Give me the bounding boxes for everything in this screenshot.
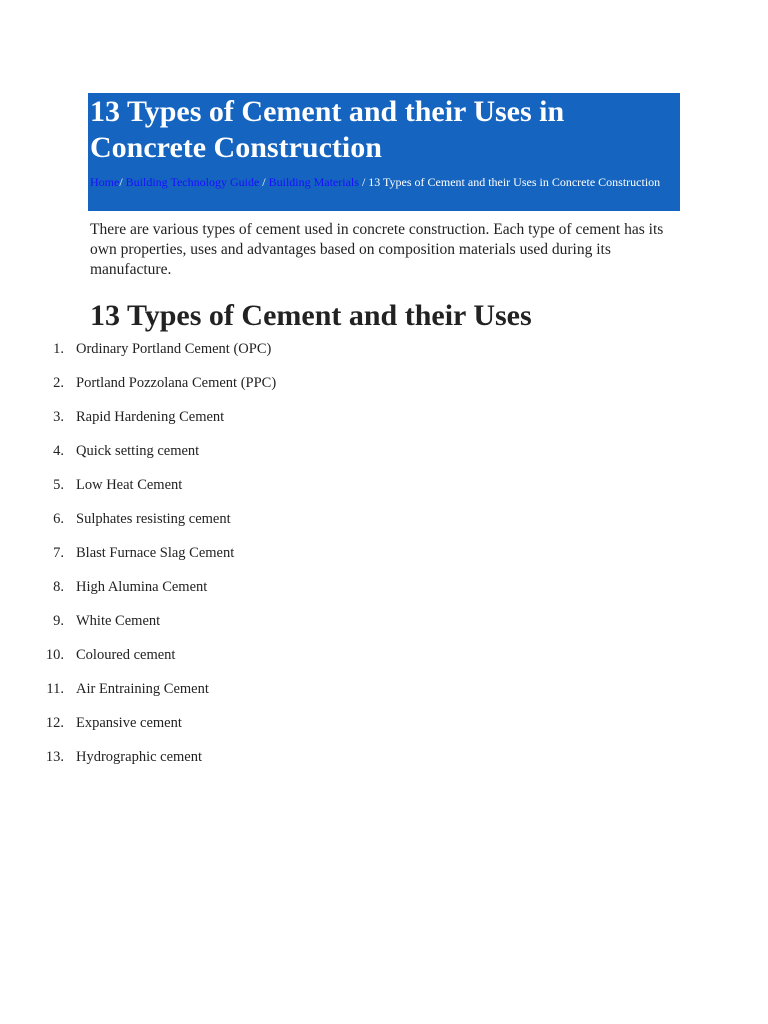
list-item-label: Rapid Hardening Cement — [76, 409, 225, 425]
breadcrumb-separator: / — [259, 175, 269, 189]
breadcrumb-materials-link[interactable]: Building Materials — [268, 175, 359, 189]
page-title: 13 Types of Cement and their Uses in Concrete Construction — [90, 95, 565, 164]
list-item-number: 10. — [45, 647, 64, 663]
section-heading: 13 Types of Cement and their Uses — [90, 299, 532, 332]
list-item-label: Portland Pozzolana Cement (PPC) — [76, 375, 277, 391]
list-item-label: Ordinary Portland Cement (OPC) — [76, 341, 272, 357]
list-item-number: 12. — [45, 715, 64, 731]
list-item-number: 5. — [53, 477, 64, 493]
list-item-number: 1. — [53, 341, 64, 357]
list-item-number: 2. — [53, 375, 64, 391]
list-item-number: 13. — [45, 749, 64, 765]
list-item-label: Expansive cement — [76, 715, 182, 731]
list-item-number: 7. — [53, 545, 64, 561]
breadcrumb — [90, 171, 678, 193]
breadcrumb-current: / 13 Types of Cement and their Uses in Concrete Construction — [358, 175, 661, 189]
list-item-number: 11. — [46, 681, 64, 697]
intro-paragraph: There are various types of cement used in concrete construction. Each type of cement has its own properties, uses and advantages based on composition materials used during its manufacture. — [90, 221, 664, 278]
list-item-label: Hydrographic cement — [76, 749, 203, 765]
list-item-number: 4. — [53, 443, 64, 459]
list-item-number: 3. — [53, 409, 64, 425]
list-item-label: Coloured cement — [76, 647, 176, 663]
breadcrumb-separator: / — [119, 175, 126, 189]
breadcrumb-guide-link[interactable]: Building Technology Guide — [125, 175, 260, 189]
list-item-label: Air Entraining Cement — [76, 681, 209, 697]
breadcrumb-home-link[interactable]: Home — [90, 175, 120, 189]
list-item-label: Low Heat Cement — [76, 477, 183, 493]
list-item-number: 6. — [53, 511, 64, 527]
list-item-number: 8. — [53, 579, 64, 595]
list-item-label: Sulphates resisting cement — [76, 511, 231, 527]
article-header — [88, 93, 680, 211]
list-item-label: Blast Furnace Slag Cement — [76, 545, 235, 561]
list-item-label: Quick setting cement — [76, 443, 200, 459]
list-item-label: High Alumina Cement — [76, 579, 208, 595]
list-item-number: 9. — [53, 613, 64, 629]
list-item-label: White Cement — [76, 613, 161, 629]
